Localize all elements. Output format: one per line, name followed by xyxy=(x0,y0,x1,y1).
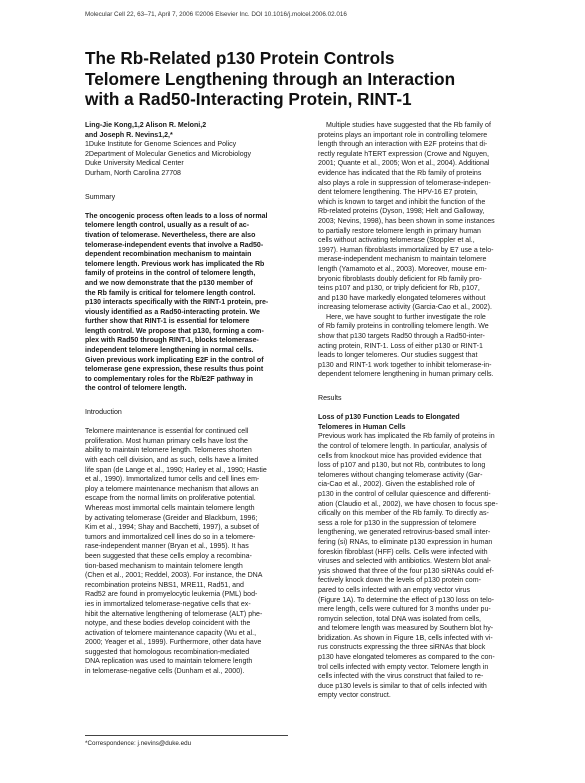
title-line: The Rb-Related p130 Protein Controls xyxy=(85,48,395,68)
text-line: empty vector construct. xyxy=(318,692,391,700)
text-line: show that p130 targets Rad50 through a Rad50-inter- xyxy=(318,333,485,341)
results-subheading-line: Loss of p130 Function Leads to Elongated xyxy=(318,414,460,422)
text-line: ation (Claudio et al., 2002), we have chosen to focus spe- xyxy=(318,500,498,508)
left-column xyxy=(85,121,288,677)
text-line: by activating telomerase (Greider and Blackburn, 1996; xyxy=(85,514,258,522)
text-line: proteins plays an important role in controlling telomere xyxy=(318,131,488,139)
text-line: in telomerase-negative cells (Dunham et al., 2000). xyxy=(85,668,245,676)
text-line: been suggested that these cells employ a recombina- xyxy=(85,552,252,560)
text-line: independent telomere lengthening in normal cells. xyxy=(85,347,254,355)
text-line: cifically on this member of the Rb family. To directly as- xyxy=(318,510,489,518)
text-line: 2000; Yeager et al., 1999). Furthermore, other data have xyxy=(85,639,262,647)
article-title xyxy=(85,48,505,110)
text-line: loss of p107 and p130, but not Rb, contributes to long xyxy=(318,462,486,470)
text-line: The oncogenic process often leads to a loss of normal xyxy=(85,212,268,220)
text-line: telomerase gene expression, these results thus point xyxy=(85,366,264,374)
text-line: and telomere length was measured by Southern blot hy- xyxy=(318,625,494,633)
text-line: tivation of telomerase. Nevertheless, there are also xyxy=(85,231,256,239)
text-line: fectively knock down the levels of p130 protein com- xyxy=(318,577,481,585)
text-line: escape from the normal limits on proliferative potential. xyxy=(85,495,256,503)
text-line: plex with Rad50 through RINT-1, blocks telomerase- xyxy=(85,337,259,345)
right-paragraph-2 xyxy=(318,313,524,380)
text-line: duce p130 levels is similar to that of cells infected with xyxy=(318,682,487,690)
text-line: Rad52 are found in promyelocytic leukemia (PML) bod- xyxy=(85,591,258,599)
text-line: life span (de Lange et al., 1990; Harley et al., 1990; Hastie xyxy=(85,466,267,474)
text-line: 2001; Quante et al., 2005; Won et al., 2004). Additional xyxy=(318,160,490,168)
text-line: Telomere maintenance is essential for continued cell xyxy=(85,428,249,436)
author-line: and Joseph R. Nevins1,2,* xyxy=(85,131,173,139)
text-line: notype, and these bodies develop coincident with the xyxy=(85,620,251,628)
text-line: telomere length control, usually as a result of ac- xyxy=(85,222,250,230)
text-line: ies in immortalized telomerase-negative cells that ex- xyxy=(85,600,251,608)
text-line: and we now demonstrate that the p130 member of xyxy=(85,279,253,287)
affiliation-line: Durham, North Carolina 27708 xyxy=(85,169,181,177)
text-line: Previous work has implicated the Rb family of proteins in xyxy=(318,433,495,441)
text-line: rase-independent manner (Bryan et al., 1995). It has xyxy=(85,543,249,551)
introduction-heading: Introduction xyxy=(85,409,122,417)
text-line: acting protein, RINT-1. Loss of either p130 or RINT-1 xyxy=(318,342,483,350)
text-line: viruses and selected with antibiotics. Western blot anal- xyxy=(318,558,491,566)
text-line: tion-based mechanism to maintain telomere length xyxy=(85,562,243,570)
text-line: dependent recombination mechanism to maintain xyxy=(85,251,252,259)
text-line: Kim et al., 1994; Shay and Bacchetti, 1997), a subset of xyxy=(85,524,259,532)
text-line: romycin selection, total DNA was isolated from cells, xyxy=(318,615,481,623)
text-line: rus constructs expressing the three siRNAs that block xyxy=(318,644,486,652)
text-line: the control of telomere length. xyxy=(85,385,187,393)
text-line: family of proteins in the control of telomere length, xyxy=(85,270,256,278)
text-line: proliferation. Most human primary cells have lost the xyxy=(85,437,248,445)
text-line: with each cell division, and as such, cells have a limited xyxy=(85,457,259,464)
text-line: suggested that homologous recombination-mediated xyxy=(85,648,250,656)
text-line: to complementary roles for the Rb/E2F pathway in xyxy=(85,375,253,383)
affiliation-line: 2Department of Molecular Genetics and Microbiology xyxy=(85,150,252,158)
text-line: cells from knockout mice has provided evidence that xyxy=(318,452,482,460)
text-line: fering (si) RNAs, to eliminate p130 expression in human xyxy=(318,538,493,546)
text-line: 2003; Nevins, 1998), has been shown in some instances xyxy=(318,217,495,225)
text-line: pared to cells infected with an empty vector virus xyxy=(318,586,470,594)
text-line: p130 in the control of cellular quiescence and differenti- xyxy=(318,490,491,498)
text-line: also plays a role in suppression of telomerase-indepen- xyxy=(318,179,491,187)
results-heading: Results xyxy=(318,395,342,403)
text-line: foreskin fibroblast (HFF) cells. Cells were infected with xyxy=(318,548,488,556)
summary-heading: Summary xyxy=(85,193,116,201)
text-line: length through an interaction with E2F proteins that di- xyxy=(318,141,488,149)
text-line: (Chen et al., 2001; Reddel, 2003). For instance, the DNA xyxy=(85,572,263,580)
text-line: p130 and RINT-1 work together to inhibit telomerase-in- xyxy=(318,361,492,369)
text-line: p130 interacts specifically with the RINT-1 protein, pre- xyxy=(85,299,269,307)
author-line: Ling-Jie Kong,1,2 Alison R. Meloni,2 xyxy=(85,122,207,129)
text-line: Rb-related proteins (Dyson, 1998; Helt and Galloway, xyxy=(318,208,485,216)
text-line: Given previous work implicating E2F in the control of xyxy=(85,356,264,364)
text-line: the Rb family is critical for telomere length control. xyxy=(85,289,256,297)
text-line: cells infected with the virus construct that failed to re- xyxy=(318,673,484,681)
text-line: dependent telomere lengthening in human primary cells. xyxy=(318,371,494,379)
title-line: with a Rad50-Interacting Protein, RINT-1 xyxy=(85,89,412,109)
text-line: tumors and immortalized cell lines do so in a telomere- xyxy=(85,533,256,541)
results-paragraph xyxy=(318,432,524,701)
text-line: 1997). Human fibroblasts immortalized by E7 use a telo- xyxy=(318,246,494,254)
text-line: increasing telomerase activity (Garcia-Cao et al., 2002). xyxy=(318,304,492,312)
text-line: the control of telomere length. In particular, analysis of xyxy=(318,443,487,450)
text-line: lengthening, we generated retrovirus-based small inter- xyxy=(318,529,491,537)
text-line: viously identified as a Rad50-interacting protein. We xyxy=(85,308,260,316)
text-line: p130 have elongated telomeres as compared to the con- xyxy=(318,654,495,662)
text-line: leads to longer telomeres. Our studies suggest that xyxy=(318,352,478,360)
text-line: bryonic fibroblasts doubly deficient for Rb family pro- xyxy=(318,275,482,283)
introduction-paragraph xyxy=(85,427,288,676)
text-line: length control. We propose that p130, forming a com- xyxy=(85,327,264,335)
text-line: mere length, cells were cultured for 3 months under pu- xyxy=(318,606,491,614)
text-line: telomerase-independent events that involve a Rad50- xyxy=(85,241,264,249)
right-column xyxy=(318,121,524,701)
text-line: Whereas most immortal cells maintain telomere length xyxy=(85,504,255,512)
text-line: telomere length. Previous work has implicated the Rb xyxy=(85,260,265,268)
text-line: merase-independent mechanism to maintain telomere xyxy=(318,256,487,264)
text-line: bridization. As shown in Figure 1B, cells infected with vi- xyxy=(318,634,493,642)
text-line: dent telomere lengthening. The HPV-16 E7 protein, xyxy=(318,189,478,197)
text-line: hibit the alternative lengthening of telomerase (ALT) phe- xyxy=(85,610,263,618)
text-line: trol cells infected with empty vector. Telomere length in xyxy=(318,663,489,671)
correspondence-footnote: *Correspondence: j.nevins@duke.edu xyxy=(85,735,288,747)
summary-paragraph xyxy=(85,212,288,394)
text-line: Multiple studies have suggested that the Rb family of xyxy=(326,122,491,129)
text-line: DNA replication was used to maintain telomere length xyxy=(85,658,253,666)
text-line: recombination proteins NBS1, MRE11, Rad51, and xyxy=(85,581,244,589)
affiliation-line: 1Duke Institute for Genome Sciences and Policy xyxy=(85,141,237,149)
right-paragraph-1 xyxy=(318,121,524,313)
text-line: to partially restore telomere length in primary human xyxy=(318,227,481,235)
text-line: and p130 have markedly elongated telomeres without xyxy=(318,294,486,302)
text-line: cia-Cao et al., 2002). Given the established role of xyxy=(318,481,475,489)
text-line: teins p107 and p130, or triply deficient for Rb, p107, xyxy=(318,285,480,293)
results-subheading-line: Telomeres in Human Cells xyxy=(318,423,406,431)
text-line: which is known to target and inhibit the function of the xyxy=(318,198,486,206)
title-line: Telomere Lengthening through an Interaction xyxy=(85,68,456,89)
text-line: cells without activating telomerase (Stoppler et al., xyxy=(318,237,475,245)
text-line: length (Yamamoto et al., 2003). Moreover, mouse em- xyxy=(318,265,487,273)
text-line: (Figure 1A). To determine the effect of p130 loss on telo- xyxy=(318,596,495,604)
journal-citation-line: Molecular Cell 22, 63–71, April 7, 2006 ©2006 Elsevier Inc. DOI 10.1016/j.molcel.2006.02.016 xyxy=(85,11,347,18)
text-line: ysis showed that three of the four p130 siRNAs could ef- xyxy=(318,567,494,575)
text-line: ability to maintain telomere length. Telomeres shorten xyxy=(85,447,252,455)
text-line: telomeres without changing telomerase activity (Gar- xyxy=(318,471,483,479)
text-line: of Rb family proteins in controlling telomere length. We xyxy=(318,323,489,331)
text-line: evidence has indicated that the Rb family of proteins xyxy=(318,169,482,177)
text-line: activation of telomere maintenance capacity (Wu et al., xyxy=(85,629,257,637)
text-line: ploy a telomere maintenance mechanism that allows an xyxy=(85,485,259,493)
text-line: Here, we have sought to further investigate the role xyxy=(326,313,486,321)
text-line: rectly regulate hTERT expression (Crowe and Nguyen, xyxy=(318,150,489,158)
affiliation-line: Duke University Medical Center xyxy=(85,160,184,168)
text-line: et al., 1990). Immortalized tumor cells and cell lines em- xyxy=(85,476,260,484)
text-line: further show that RINT-1 is essential for telomere xyxy=(85,318,250,326)
text-line: sess a role for p130 in the suppression of telomere xyxy=(318,519,477,527)
